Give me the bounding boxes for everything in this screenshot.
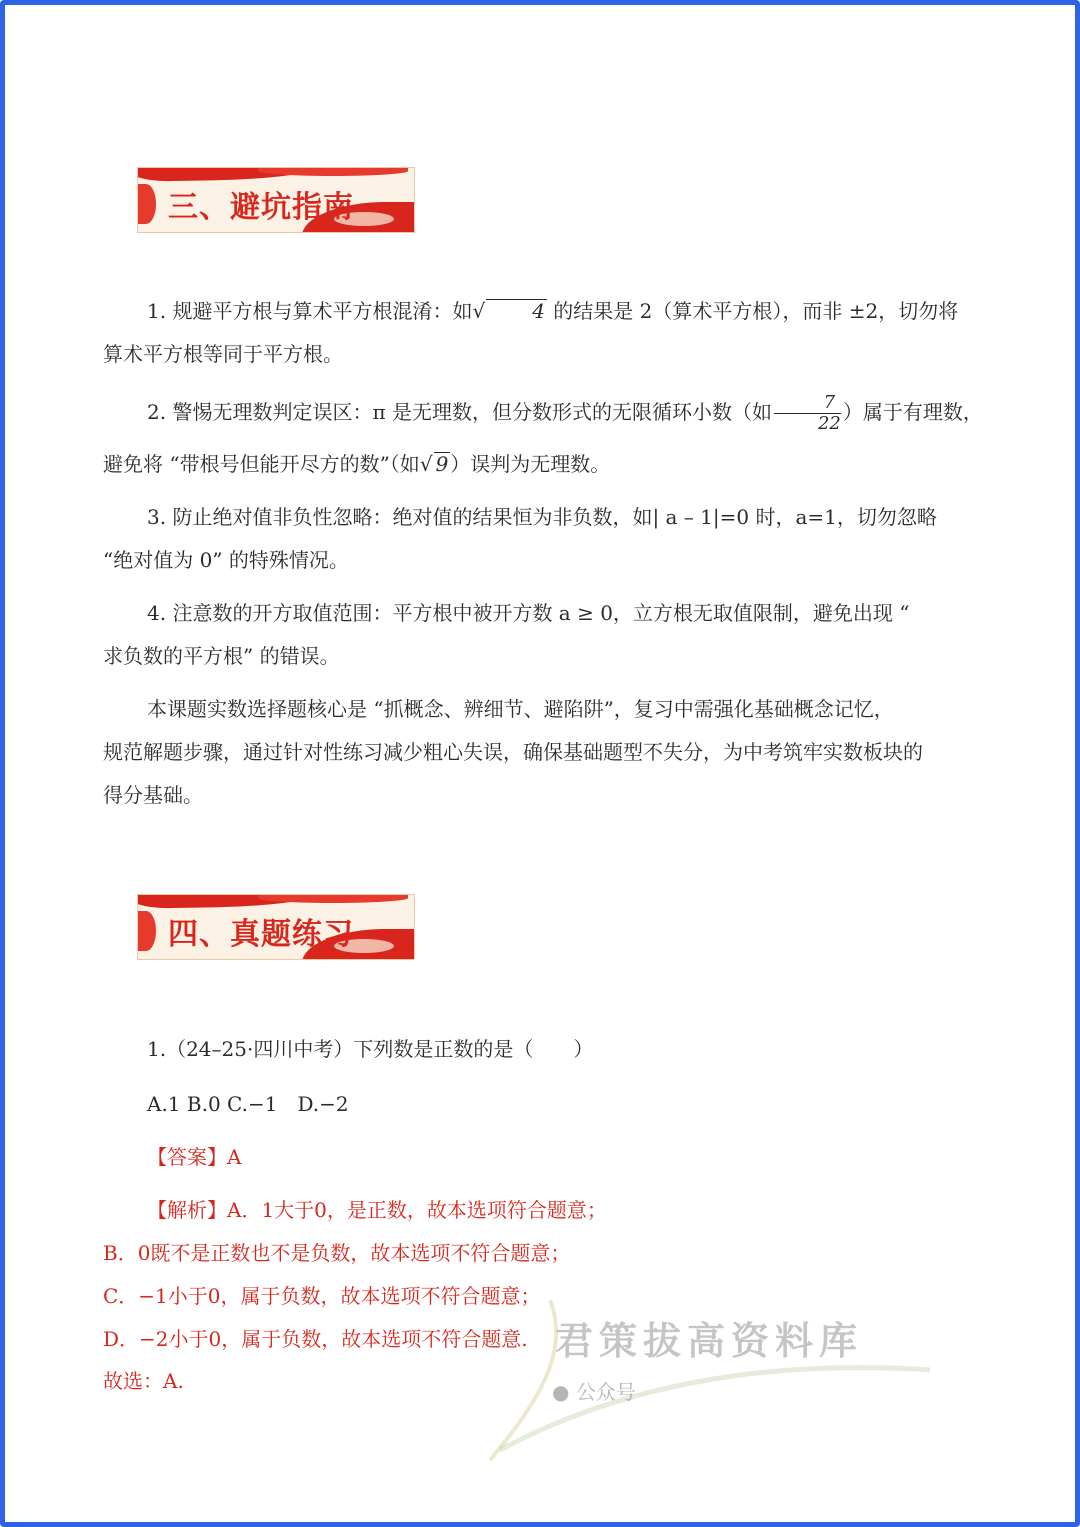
answer: 【答案】A: [147, 1145, 242, 1169]
wechat-icon: ●: [552, 1380, 570, 1404]
analysis-line-4: D．−2小于0，属于负数，故本选项不符合题意.: [103, 1327, 528, 1351]
pitfall-item-1-cont: 算术平方根等同于平方根。: [103, 342, 343, 366]
section3-title: 三、避坑指南: [168, 190, 354, 225]
pitfall-item-3-cont: “绝对值为 0” 的特殊情况。: [103, 548, 349, 572]
summary-line-2: 规范解题步骤，通过针对性练习减少粗心失误，确保基础题型不失分，为中考筑牢实数板块的: [103, 740, 923, 764]
pitfall-item-2: 2. 警惕无理数判定误区：π 是无理数，但分数形式的无限循环小数（如 $\frac{7}{22}$ ）属于有理数，: [147, 392, 983, 434]
pitfall-item-3: 3. 防止绝对值非负性忽略：绝对值的结果恒为非负数，如| a – 1|=0 时，a=1，切勿忽略: [147, 505, 937, 529]
summary-line-3: 得分基础。: [103, 783, 203, 807]
question-1: 1.（24–25·四川中考）下列数是正数的是（ ）: [147, 1037, 594, 1061]
analysis-line-1: 【解析】A．1大于0，是正数，故本选项符合题意；: [147, 1198, 607, 1222]
pitfall-item-4-cont: 求负数的平方根” 的错误。: [103, 644, 340, 668]
analysis-line-3: C．−1小于0，属于负数，故本选项不符合题意；: [103, 1284, 541, 1308]
analysis-line-5: 故选：A.: [103, 1369, 184, 1393]
pitfall-item-4: 4. 注意数的开方取值范围：平方根中被开方数 a ≥ 0，立方根无取值限制，避免出现 “: [147, 601, 910, 625]
watermark-subtitle: ● 公众号: [552, 1380, 636, 1404]
watermark-title: 君策拔高资料库: [555, 1319, 864, 1363]
pitfall-item-1: 1. 规避平方根与算术平方根混淆：如√ 4 的结果是 2（算术平方根），而非 ±2，切勿将: [147, 299, 959, 323]
question-options: A.1 B.0 C.−1 D.−2: [147, 1092, 349, 1116]
section4-banner: [137, 894, 415, 960]
section3-banner: [137, 167, 415, 233]
section4-title: 四、真题练习: [168, 917, 354, 952]
summary-line-1: 本课题实数选择题核心是 “抓概念、辨细节、避陷阱”，复习中需强化基础概念记忆，: [147, 697, 894, 721]
pitfall-item-2-cont: 避免将 “带根号但能开尽方的数”（如√ 9 ）误判为无理数。: [103, 452, 611, 476]
analysis-line-2: B．0既不是正数也不是负数，故本选项不符合题意；: [103, 1241, 571, 1265]
fraction: $\frac{7}{22}$: [774, 393, 841, 434]
